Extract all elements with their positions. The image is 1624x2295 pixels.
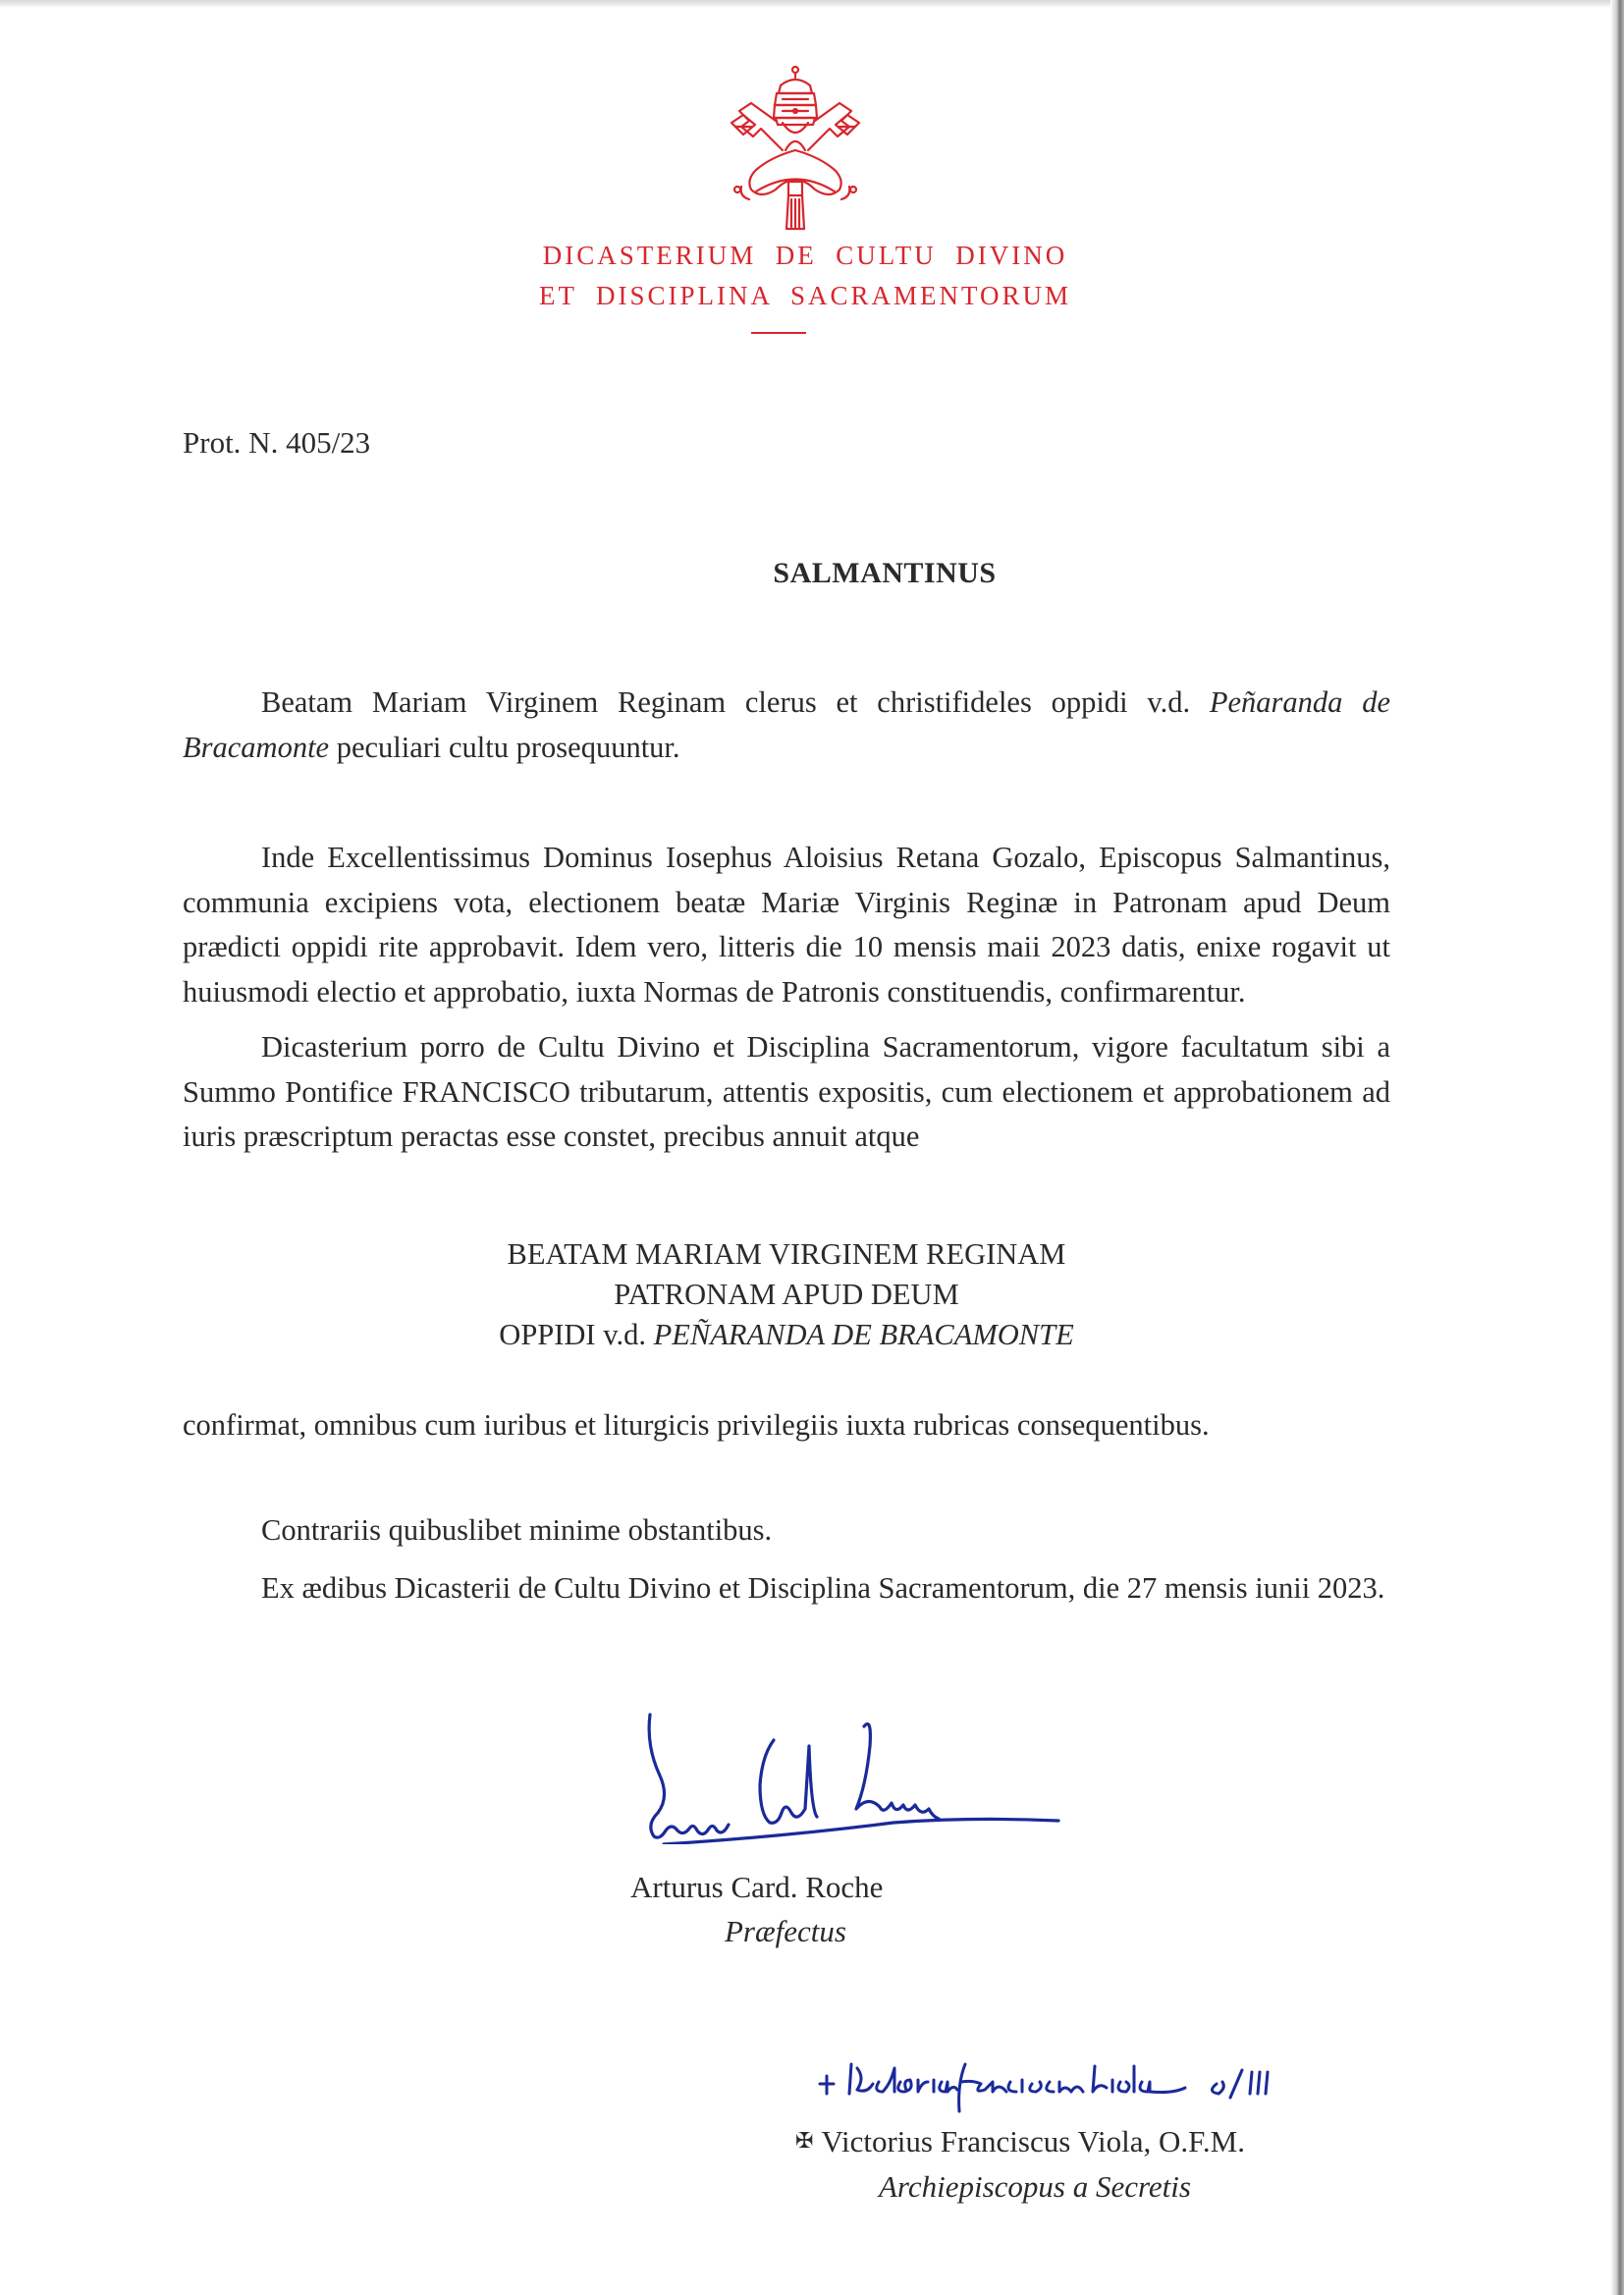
letterhead-divider: [751, 332, 806, 334]
scan-right-edge: [1610, 0, 1624, 2295]
dicastery-name-line-1: DICASTERIUM DE CULTU DIVINO: [542, 241, 1068, 270]
paragraph-5: [183, 1508, 1390, 1554]
papal-crest-icon: [722, 64, 869, 231]
paragraph-4: [183, 1403, 1390, 1448]
prefect-signature: [638, 1707, 1080, 1844]
prefect-name: Arturus Card. Roche: [630, 1870, 884, 1904]
dicastery-name: [0, 236, 1610, 316]
declaration-line-3: [183, 1315, 1390, 1355]
paragraph-3: [183, 1025, 1390, 1160]
protocol-number: Prot. N. 405/23: [183, 425, 371, 460]
paragraph-1-text-b: peculiari cultu prosequuntur.: [329, 730, 680, 764]
secretary-title: Archiepiscopus a Secretis: [879, 2169, 1191, 2204]
prefect-title: Præfectus: [725, 1914, 846, 1948]
paragraph-4-text: confirmat, omnibus cum iuribus et liturgicis privilegiis iuxta rubricas consequentibus.: [183, 1408, 1210, 1442]
declaration-line-3-place: PEÑARANDA DE BRACAMONTE: [653, 1318, 1074, 1351]
declaration-line-3-prefix: OPPIDI v.d.: [499, 1318, 654, 1351]
paragraph-5-text: Contrariis quibuslibet minime obstantibus.: [261, 1513, 773, 1547]
declaration-line-1: BEATAM MARIAM VIRGINEM REGINAM: [507, 1237, 1066, 1271]
paragraph-2-text: Inde Excellentissimus Dominus Iosephus Aloisius Retana Gozalo, Episcopus Salmantinus, communia excipiens vota, electionem beatæ Mariæ Virginis Reginæ in Patronam apud Deum prædicti oppidi rite approbavit. Idem vero, litteris die 10 mensis maii 2023 datis, enixe rogavit ut huiusmodi electio et approbatio, iuxta Normas de Patronis constituendis, confirmarentur.: [183, 841, 1390, 1009]
paragraph-2: [183, 836, 1390, 1014]
secretary-signature: [800, 2054, 1389, 2123]
paragraph-1: [183, 681, 1390, 770]
paragraph-3-text: Dicasterium porro de Cultu Divino et Disciplina Sacramentorum, vigore facultatum sibi a Summo Pontifice FRANCISCO tributarum, attentis expositis, cum electionem et approbationem ad iuris præscriptum peractas esse constet, precibus annuit atque: [183, 1030, 1390, 1153]
paragraph-6-text: Ex ædibus Dicasterii de Cultu Divino et Disciplina Sacramentorum, die 27 mensis iunii 2023.: [261, 1571, 1385, 1605]
episcopal-cross-icon: ✠: [795, 2128, 814, 2153]
declaration-line-2: PATRONAM APUD DEUM: [614, 1278, 959, 1311]
dicastery-name-line-2: ET DISCIPLINA SACRAMENTORUM: [538, 281, 1072, 310]
document-heading: SALMANTINUS: [773, 557, 997, 589]
paragraph-6: [183, 1566, 1390, 1612]
paragraph-1-text-a: Beatam Mariam Virginem Reginam clerus et christifideles oppidi v.d.: [261, 685, 1210, 719]
secretary-name: Victorius Franciscus Viola, O.F.M.: [821, 2124, 1245, 2158]
paragraph-1-place: Peñaranda de Bracamonte: [183, 685, 1390, 764]
secretary-name-line: [795, 2124, 1245, 2159]
declaration-block: [183, 1234, 1390, 1355]
